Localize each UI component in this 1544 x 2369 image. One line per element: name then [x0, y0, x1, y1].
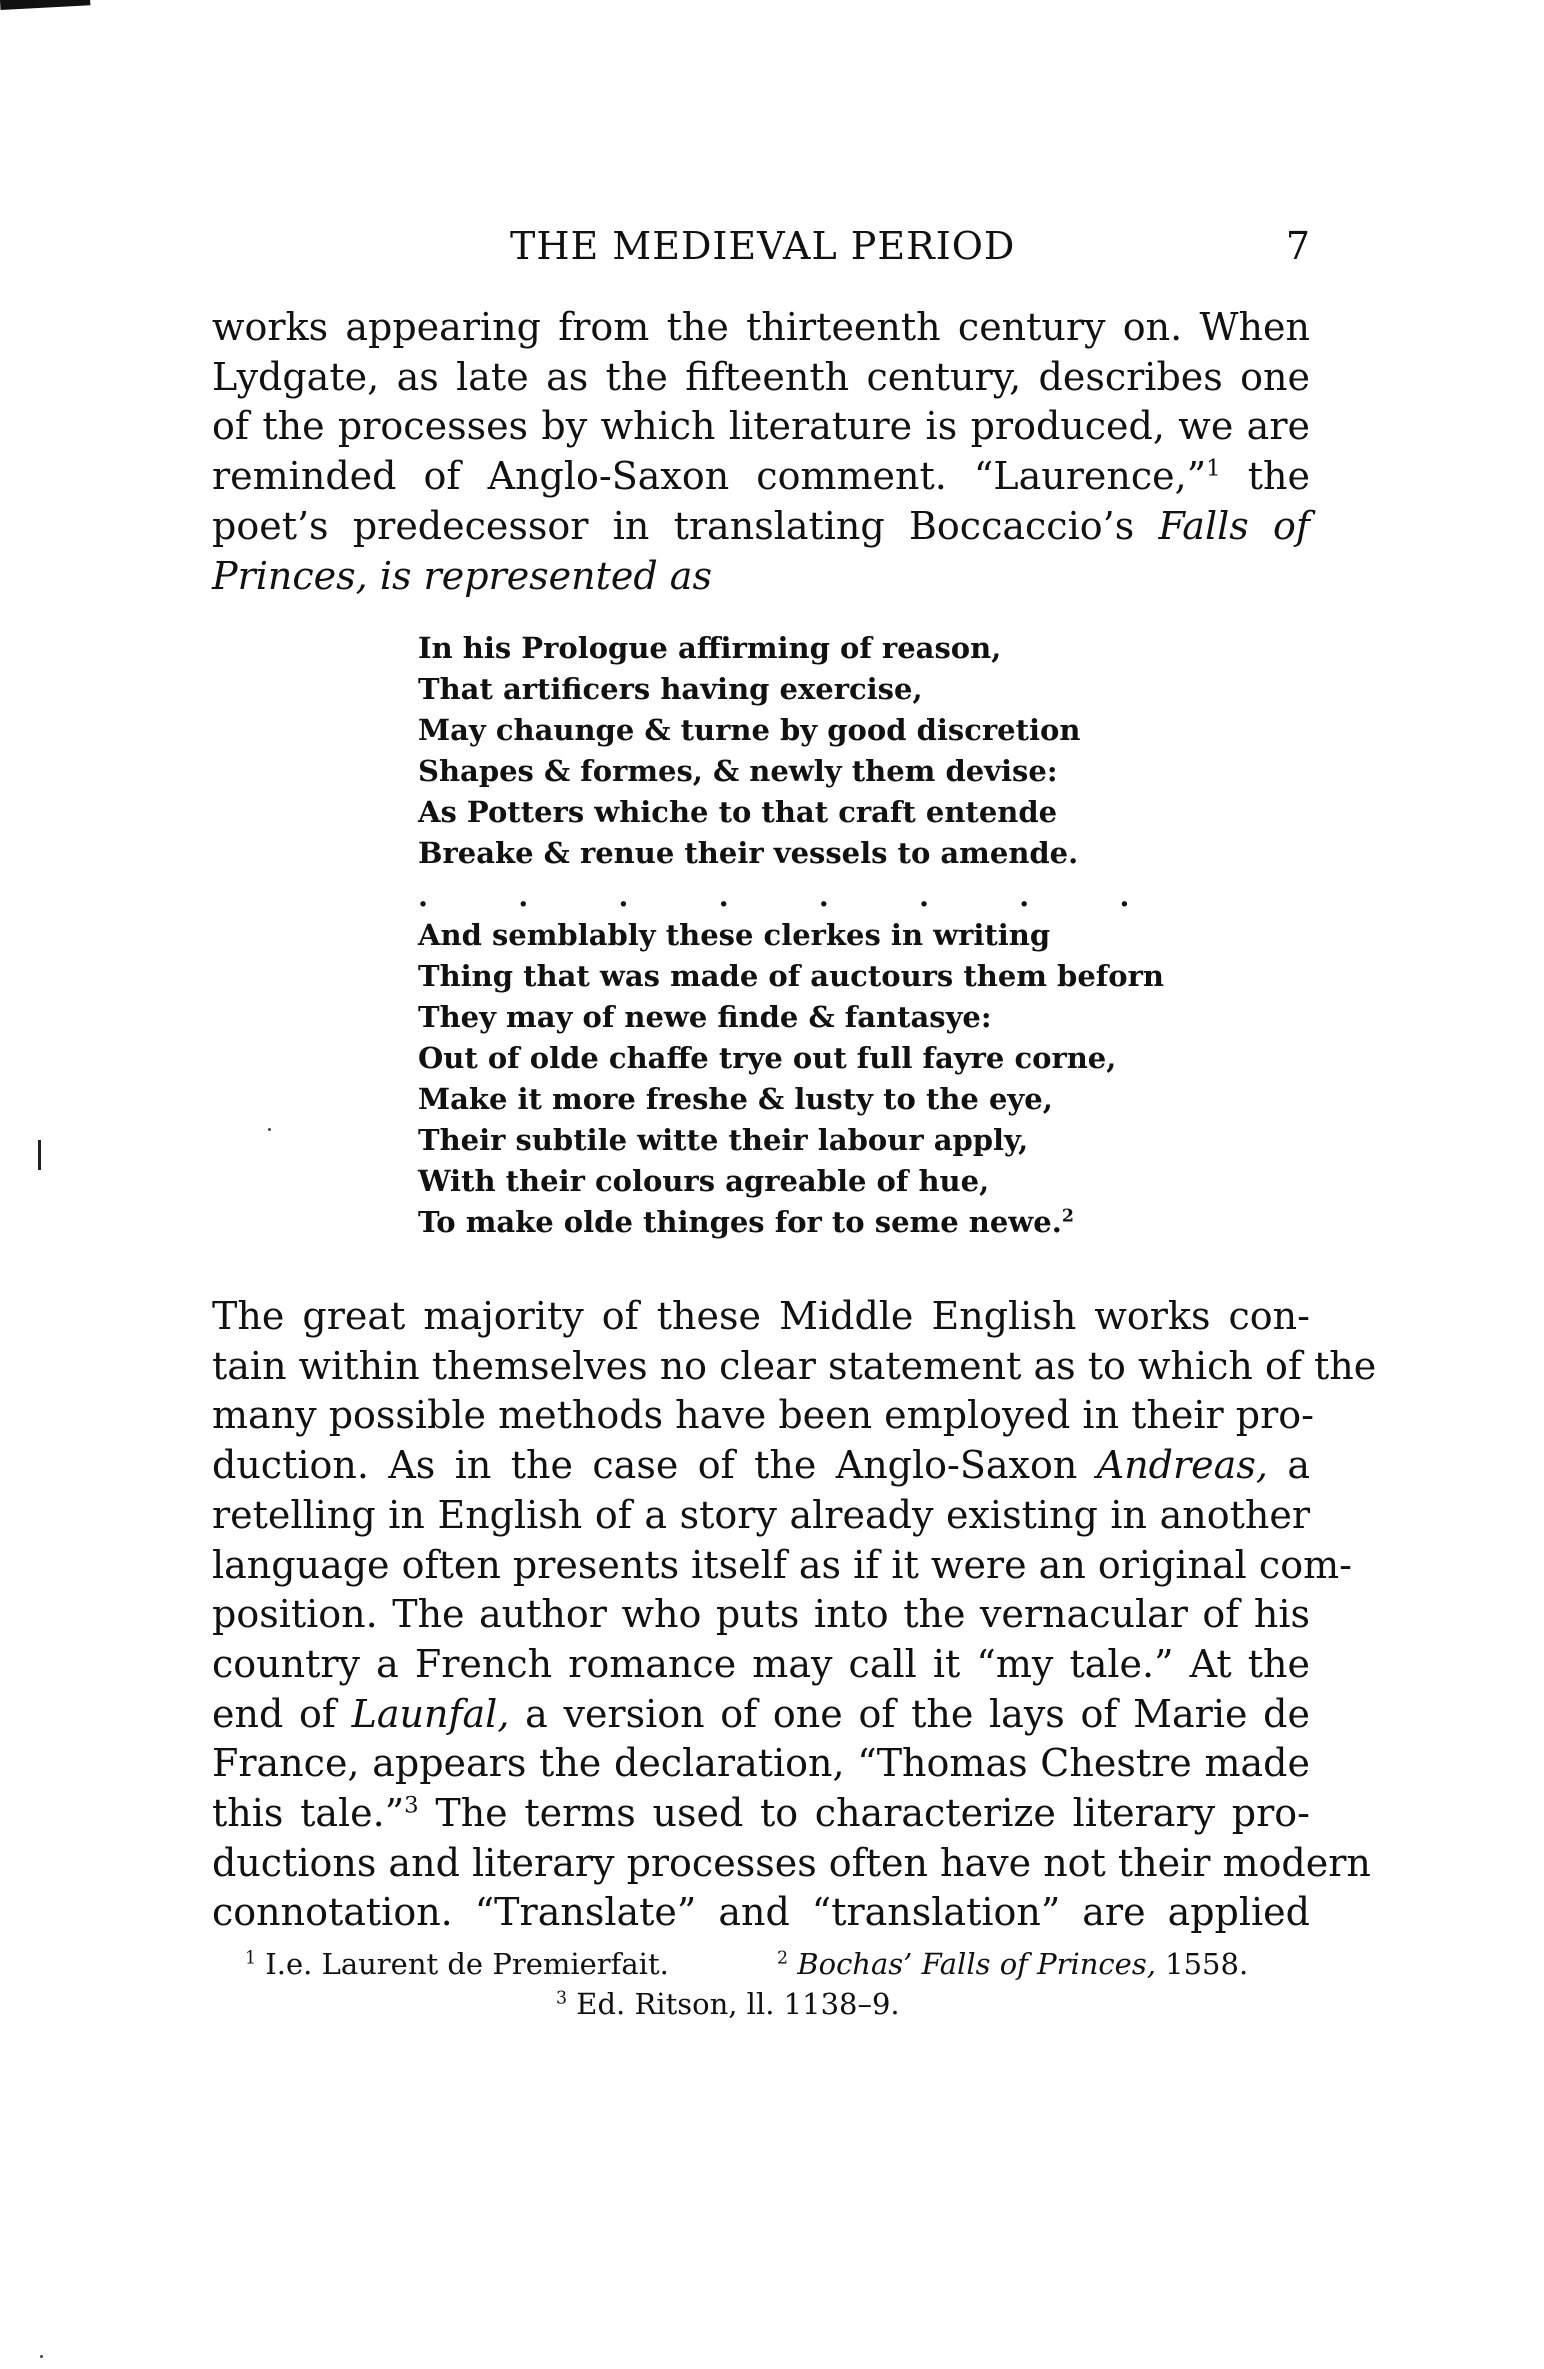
text-span: duction. As in the case of the Anglo-Saxon [212, 1443, 1078, 1488]
footnote-marker: 2 [777, 1948, 789, 1969]
text-line: position. The author who puts into the vernacular of his [212, 1592, 1310, 1637]
italic-title: Princes, [212, 553, 368, 598]
verse-line [418, 1202, 1169, 1243]
footnote-text: 1558. [1165, 1947, 1249, 1981]
verse-line: With their colours agreable of hue, [418, 1164, 990, 1198]
text-line: connotation. “Translate” and “translation” are applied [212, 1890, 1310, 1935]
verse-line: Their subtile witte their labour apply, [418, 1123, 1029, 1157]
text-span: a version of one of the lays of Marie de [525, 1691, 1310, 1736]
text-line: tain within themselves no clear statement as to which of the [212, 1343, 1377, 1388]
page-number: 7 [1285, 224, 1310, 268]
verse-line: That artificers having exercise, [418, 672, 923, 706]
italic-title: Launfal, [351, 1691, 510, 1736]
text-line [212, 1789, 1310, 1839]
text-line: retelling in English of a story already existing in another [212, 1492, 1310, 1537]
italic-title: Falls [1158, 503, 1249, 548]
text-line: Lydgate, as late as the fifteenth century, describes one [212, 354, 1310, 399]
text-line [212, 1690, 1310, 1740]
italic-text: is represented as [379, 553, 712, 598]
footnote-ref: 2 [1061, 1206, 1074, 1227]
text-span: the [1247, 454, 1310, 499]
text-line: of the processes by which literature is produced, we are [212, 404, 1310, 449]
verse-line: In his Prologue affirming of reason, [418, 631, 1002, 665]
verse-line: And semblably these clerkes in writing [418, 918, 1051, 952]
italic-title: Andreas, [1096, 1443, 1268, 1488]
verse-line: As Potters whiche to that craft entende [418, 795, 1058, 829]
text-span: this tale.” [212, 1791, 405, 1836]
scan-speck [40, 2355, 43, 2358]
verse-line: Shapes & formes, & newly them devise: [418, 754, 1058, 788]
text-line: country a French romance may call it “my tale.” At the [212, 1641, 1310, 1686]
footnote-3 [556, 1984, 900, 2024]
verse-line: Thing that was made of auctours them beforn [418, 959, 1164, 993]
verse-line: They may of newe finde & fantasye: [418, 1000, 992, 1034]
text-line [212, 1441, 1310, 1491]
text-span: reminded of Anglo-Saxon comment. “Laurence,” [212, 454, 1207, 499]
footnote-ref: 1 [1206, 455, 1221, 482]
footnote-ref: 3 [404, 1792, 419, 1819]
text-line [212, 552, 1310, 602]
verse-quotation [418, 628, 1169, 1243]
paragraph-intro [212, 303, 1310, 601]
footnote-row [212, 1944, 1310, 1984]
footnote-text: I.e. Laurent de Premierfait. [265, 1947, 669, 1981]
footnote-1 [245, 1944, 669, 1984]
text-span: poet’s predecessor in translating Boccaccio’s [212, 503, 1135, 548]
text-span: end of [212, 1691, 336, 1736]
text-line: France, appears the declaration, “Thomas Chestre made [212, 1741, 1310, 1786]
text-line: works appearing from the thirteenth century on. When [212, 305, 1310, 349]
footnote-title: Bochas’ Falls of Princes, [797, 1947, 1156, 1981]
verse-line: Breake & renue their vessels to amende. [418, 836, 1079, 870]
footnote-marker: 3 [556, 1988, 568, 2009]
running-title: THE MEDIEVAL PERIOD [510, 224, 1016, 268]
text-line: The great majority of these Middle English works con- [212, 1294, 1310, 1338]
paragraph-main [212, 1292, 1377, 1938]
text-line: many possible methods have been employed in their pro- [212, 1393, 1314, 1438]
footnote-marker: 1 [245, 1948, 257, 1969]
italic-text: of [1273, 503, 1310, 548]
verse-ellipsis: . . . . . . . . [418, 879, 1170, 913]
scan-edge-mark [0, 0, 90, 10]
text-span: The terms used to characterize literary pro- [435, 1791, 1310, 1836]
text-span: a [1287, 1443, 1310, 1488]
verse-line: May chaunge & turne by good discretion [418, 713, 1081, 747]
verse-line: Make it more freshe & lusty to the eye, [418, 1082, 1053, 1116]
scan-speck [268, 1128, 271, 1131]
verse-line: Out of olde chaffe trye out full fayre corne, [418, 1041, 1117, 1075]
footnote-row [212, 1984, 1310, 2024]
text-line: ductions and literary processes often have not their modern [212, 1840, 1371, 1885]
text-span: To make olde thinges for to seme newe. [418, 1205, 1062, 1239]
text-line [212, 452, 1310, 502]
text-line [212, 502, 1310, 552]
margin-mark [38, 1140, 41, 1170]
text-line: language often presents itself as if it were an original com- [212, 1542, 1352, 1587]
footnote-2 [777, 1944, 1248, 1984]
footnotes [212, 1944, 1310, 2024]
footnote-text: Ed. Ritson, ll. 1138–9. [576, 1987, 900, 2021]
